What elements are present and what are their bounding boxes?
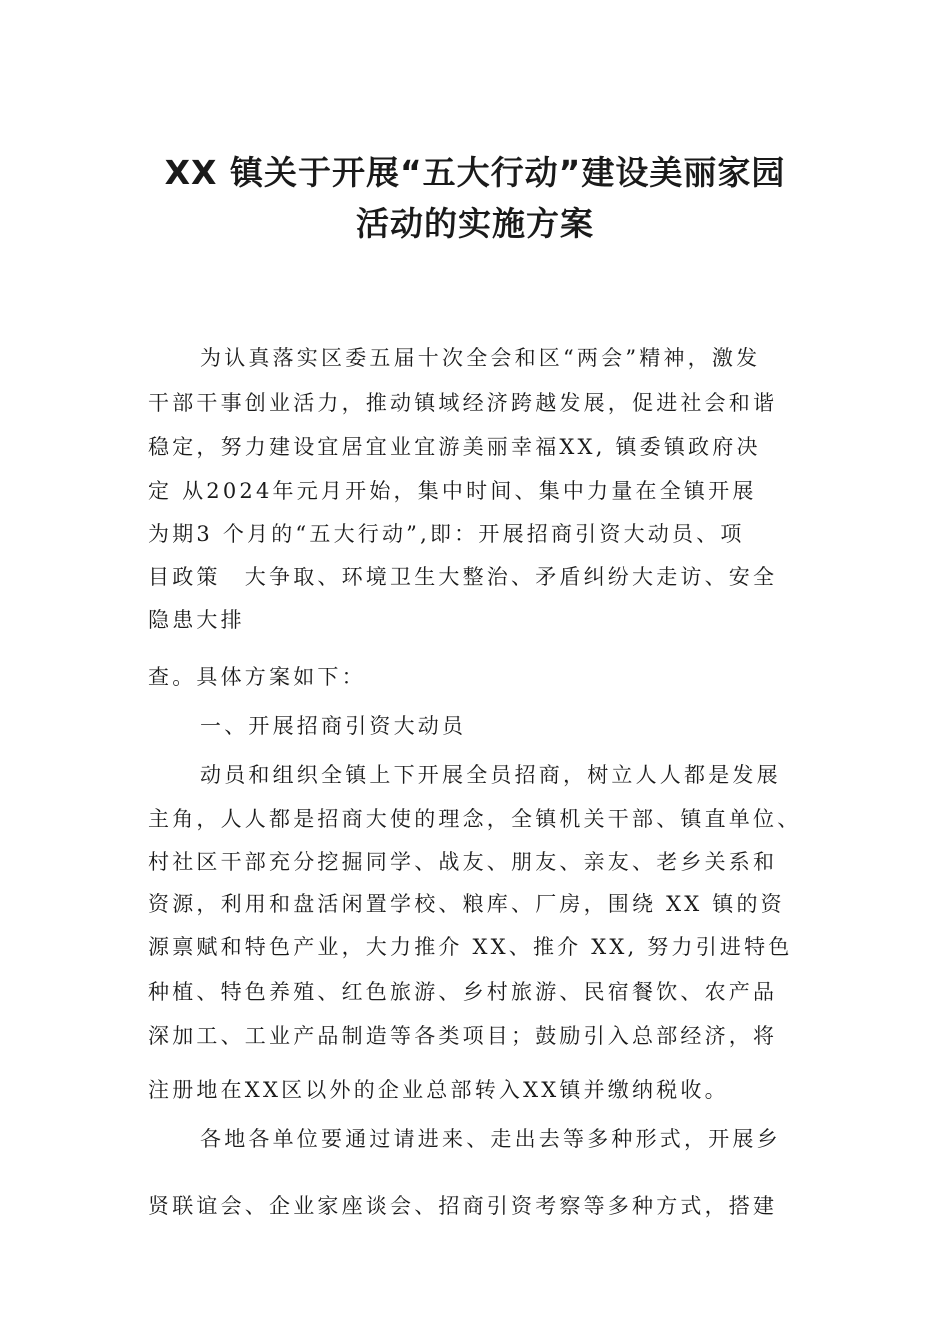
paragraph-line: 各地各单位要通过请进来、走出去等多种形式，开展乡 — [200, 1127, 781, 1151]
paragraph-line: 注册地在XX区以外的企业总部转入XX镇并缴纳税收。 — [148, 1078, 729, 1102]
paragraph-line: 主角，人人都是招商大使的理念，全镇机关干部、镇直单位、 — [148, 807, 802, 831]
paragraph-line: 稳定，努力建设宜居宜业宜游美丽幸福XX, 镇委镇政府决 — [148, 435, 761, 459]
paragraph-line: 干部干事创业活力，推动镇域经济跨越发展，促进社会和谐 — [148, 391, 778, 415]
paragraph-line: 查。具体方案如下： — [148, 665, 366, 689]
paragraph-line: 隐患大排 — [148, 608, 245, 632]
paragraph-line: 资源，利用和盘活闲置学校、粮库、厂房，围绕 XX 镇的资 — [148, 892, 785, 916]
paragraph-line: 为认真落实区委五届十次全会和区“两会”精神，激发 — [200, 346, 761, 370]
document-title-line-1: XX 镇关于开展“五大行动”建设美丽家园 — [164, 153, 786, 192]
paragraph-line: 深加工、工业产品制造等各类项目；鼓励引入总部经济，将 — [148, 1024, 778, 1048]
paragraph-line: 为期3 个月的“五大行动”,即：开展招商引资大动员、项 — [148, 522, 745, 546]
paragraph-line: 动员和组织全镇上下开展全员招商，树立人人都是发展 — [200, 763, 781, 787]
section-heading: 一、开展招商引资大动员 — [200, 714, 467, 738]
paragraph-line: 源禀赋和特色产业，大力推介 XX、推介 XX, 努力引进特色 — [148, 935, 793, 959]
paragraph-line: 贤联谊会、企业家座谈会、招商引资考察等多种方式，搭建 — [148, 1194, 778, 1218]
paragraph-line: 种植、特色养殖、红色旅游、乡村旅游、民宿餐饮、农产品 — [148, 980, 778, 1004]
document-title-line-2: 活动的实施方案 — [356, 204, 594, 243]
paragraph-line: 定 从2024年元月开始，集中时间、集中力量在全镇开展 — [148, 479, 757, 503]
paragraph-line: 目政策 大争取、环境卫生大整治、矛盾纠纷大走访、安全 — [148, 565, 778, 589]
paragraph-line: 村社区干部充分挖掘同学、战友、朋友、亲友、老乡关系和 — [148, 850, 778, 874]
